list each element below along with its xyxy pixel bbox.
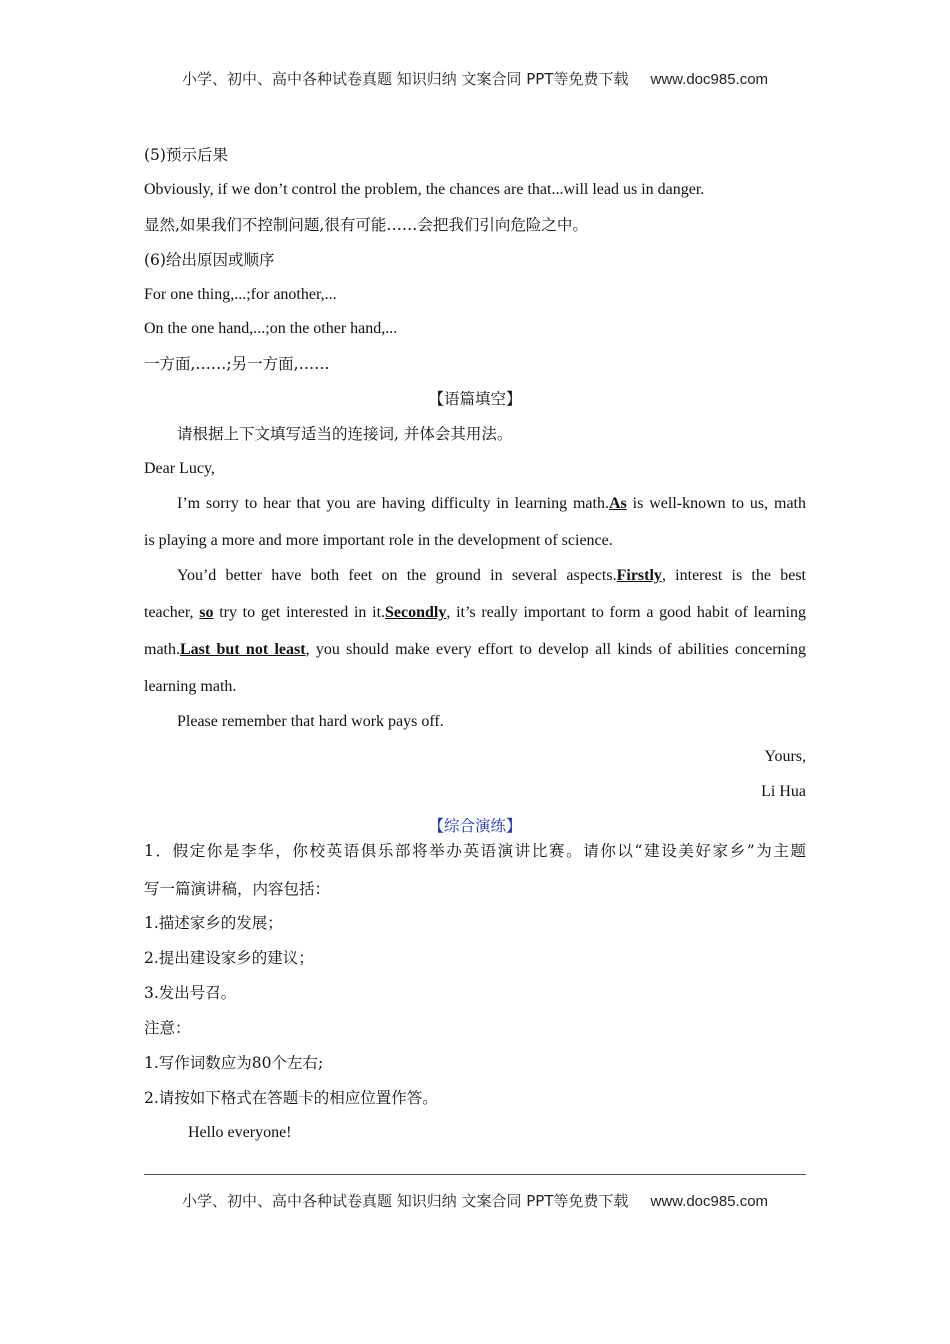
answer-blank-3: so [199, 604, 214, 621]
header-site-link[interactable]: www.doc985.com [650, 71, 769, 88]
section5-title: (5)预示后果 [144, 146, 228, 164]
text-run: I’m sorry to hear that you are having difficulty in learning math. [177, 495, 609, 512]
question-1-line1: 1．假定你是李华，你校英语俱乐部将举办英语演讲比赛。请你以“建设美好家乡”为主题 [144, 842, 806, 860]
page-footer [0, 1190, 950, 1211]
answer-blank-2: Firstly [616, 567, 662, 584]
page-header [0, 68, 950, 89]
text-run: math. [144, 641, 180, 658]
requirement-1: 1.描述家乡的发展； [144, 914, 283, 932]
section6-title: (6)给出原因或顺序 [144, 251, 275, 269]
note-1: 1.写作词数应为80个左右; [144, 1054, 324, 1072]
footer-divider [144, 1174, 806, 1175]
notes-label: 注意： [144, 1019, 191, 1037]
text-run: , you should make every effort to develop all kinds of abilities concerning [305, 641, 806, 658]
text-run: try to get interested in it. [213, 604, 386, 621]
footer-text: 小学、初中、高中各种试卷真题 知识归纳 文案合同 PPT等免费下载 [181, 1192, 629, 1210]
text-run: , it’s really important to form a good habit of learning [446, 604, 806, 621]
note-2: 2.请按如下格式在答题卡的相应位置作答。 [144, 1089, 438, 1107]
section5-chinese: 显然,如果我们不控制问题,很有可能……会把我们引向危险之中。 [144, 216, 588, 234]
section6-chinese: 一方面,……;另一方面,…… [144, 355, 330, 373]
section6-line1: For one thing,...;for another,... [144, 286, 337, 303]
cloze-heading: 【语篇填空】 [428, 390, 522, 408]
letter-closing: Yours, [764, 748, 806, 765]
letter-greeting: Dear Lucy, [144, 460, 215, 477]
requirement-3: 3.发出号召。 [144, 984, 237, 1002]
footer-site-link[interactable]: www.doc985.com [650, 1193, 769, 1210]
answer-blank-1: As [608, 495, 627, 512]
cloze-instruction: 请根据上下文填写适当的连接词, 并体会其用法。 [177, 425, 513, 443]
text-run: is well-known to us, math [626, 495, 807, 512]
letter-signature: Li Hua [761, 783, 806, 800]
section5-english: Obviously, if we don’t control the problem, the chances are that...will lead us in danger. [144, 181, 705, 198]
letter-p1-line1 [177, 494, 806, 514]
answer-blank-5: Last but not least [180, 641, 306, 658]
speech-opening: Hello everyone! [188, 1124, 292, 1141]
letter-p1-line2: is playing a more and more important role in the development of science. [144, 532, 613, 549]
text-run: You’d better have both feet on the ground in several aspects. [177, 567, 617, 584]
letter-p2-line2 [144, 603, 806, 623]
practice-heading: 【综合演练】 [428, 817, 522, 835]
letter-p3: Please remember that hard work pays off. [177, 713, 444, 730]
answer-blank-4: Secondly [385, 604, 447, 621]
letter-p2-line4: learning math. [144, 678, 237, 695]
text-run: , interest is the best [661, 567, 807, 584]
section6-line2: On the one hand,...;on the other hand,... [144, 320, 398, 337]
header-text: 小学、初中、高中各种试卷真题 知识归纳 文案合同 PPT等免费下载 [181, 70, 629, 88]
requirement-2: 2.提出建设家乡的建议； [144, 949, 314, 967]
letter-p2-line1 [177, 566, 806, 586]
text-run: teacher, [144, 604, 200, 621]
question-1-line2: 写一篇演讲稿，内容包括： [144, 880, 331, 898]
letter-p2-line3 [144, 640, 806, 660]
